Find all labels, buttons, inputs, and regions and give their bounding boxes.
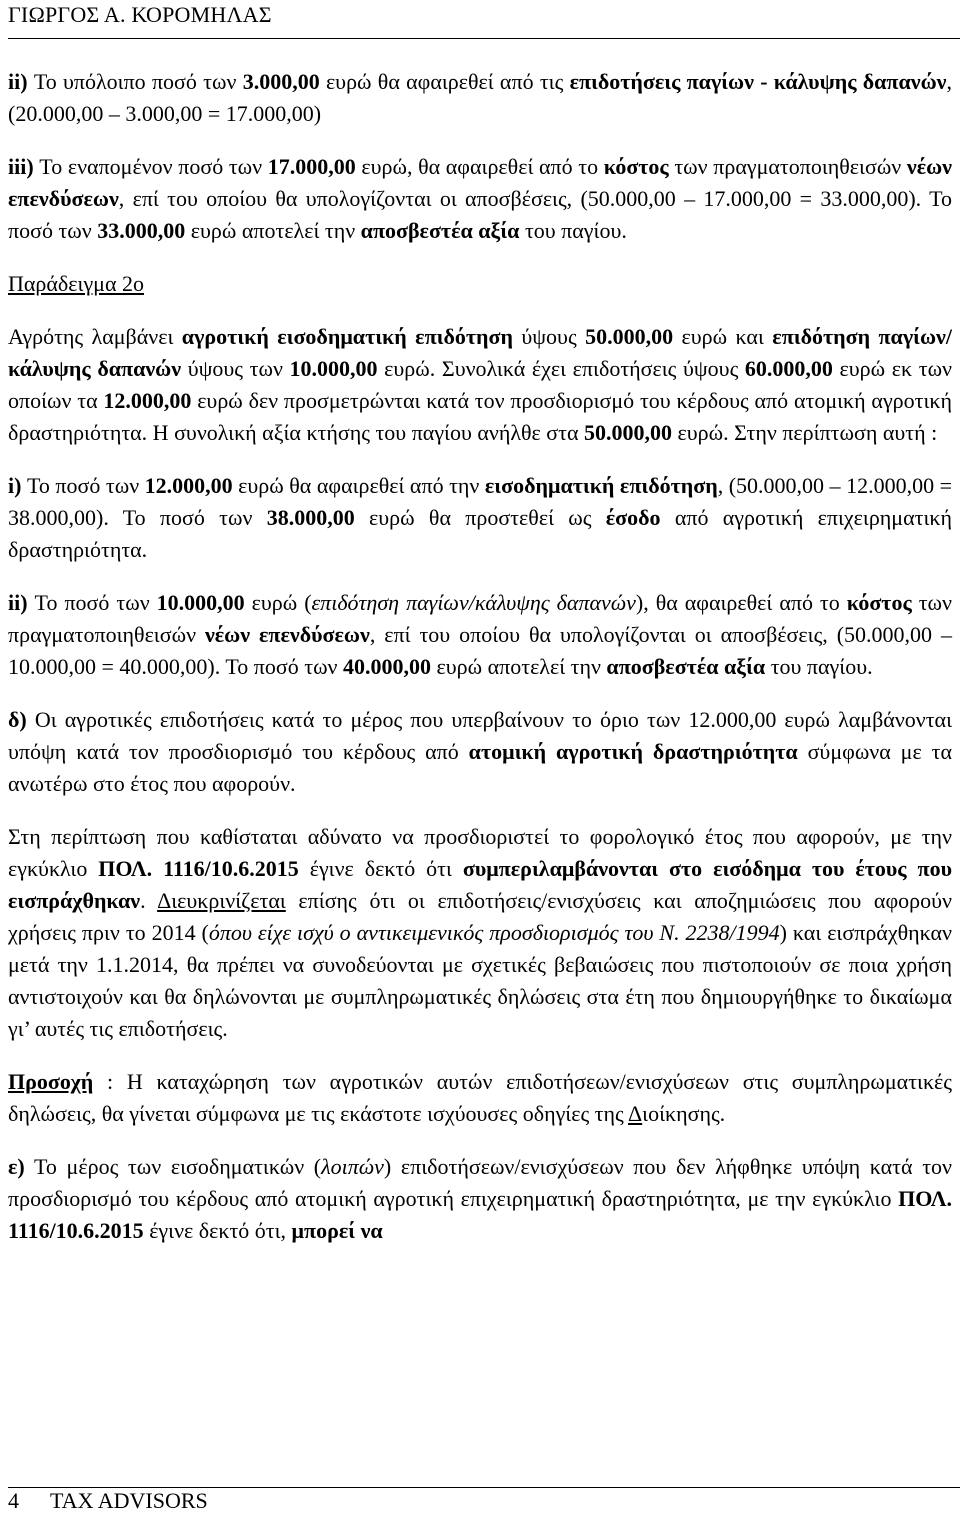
item-label: ε) (8, 1154, 25, 1179)
paragraph-ii-remaining-amount: ii) Το υπόλοιπο ποσό των 3.000,00 ευρώ θα αφαιρεθεί από τις επιδοτήσεις παγίων - κάλυψης δαπανών, (20.000,00 – 3.000,00 = 17.000,00) (8, 69, 952, 126)
paragraph-undeterminable-year: Στη περίπτωση που καθίσταται αδύνατο να προσδιοριστεί το φορολογικό έτος που αφορούν, με την εγκύκλιο ΠΟΛ. 1116/10.6.2015 έγινε δεκτό ότι συμπεριλαμβάνονται στο εισόδημα του έτους που εισπράχθηκαν. Διευκρινίζεται επίσης ότι οι επιδοτήσεις/ενισχύσεις και αποζημιώσεις που αφορούν χρήσεις πριν το 2014 (όπου είχε ισχύ ο αντικειμενικός προσδιορισμός του Ν. 2238/1994) και εισπράχθηκαν μετά την 1.1.2014, θα πρέπει να συνοδεύονται με σχετικές βεβαιώσεις που πιστοποιούν σε ποια χρήση αντιστοιχούν και θα δηλώνονται με συμπληρωματικές δηλώσεις στα έτη που δημιουργήθηκε το δικαίωμα γι’ αυτές τις επιδοτήσεις. (8, 824, 952, 1041)
paragraph-i-income-subsidy: i) Το ποσό των 12.000,00 ευρώ θα αφαιρεθεί από την εισοδηματική επιδότηση, (50.000,00 – 12.000,00 = 38.000,00). Το ποσό των 38.000,00 ευρώ θα προστεθεί ως έσοδο από αγροτική επιχειρηματική δραστηριότητα. (8, 473, 952, 562)
attention-label: Προσοχή (8, 1069, 94, 1094)
running-footer (8, 1489, 208, 1513)
paragraph-attention-note: Προσοχή : Η καταχώρηση των αγροτικών αυτών επιδοτήσεων/ενισχύσεων στις συμπληρωματικές δηλώσεις, θα γίνεται σύμφωνα με τις εκάστοτε ισχύουσες οδηγίες της Διοίκησης. (8, 1069, 952, 1126)
page-number: 4 (8, 1488, 19, 1513)
footer-title: TAX ADVISORS (50, 1488, 208, 1513)
header-rule (8, 38, 960, 39)
paragraph-d-excess-subsidies: δ) Οι αγροτικές επιδοτήσεις κατά το μέρος που υπερβαίνουν το όριο των 12.000,00 ευρώ λαμβάνονται υπόψη κατά τον προσδιορισμό του κέρδους από ατομική αγροτική δραστηριότητα σύμφωνα με τα ανωτέρω στο έτος που αφορούν. (8, 707, 952, 796)
example-heading: Παράδειγμα 2ο (8, 271, 144, 296)
paragraph-ii-asset-subsidy: ii) Το ποσό των 10.000,00 ευρώ (επιδότηση παγίων/κάλυψης δαπανών), θα αφαιρεθεί από το κόστος των πραγματοποιηθεισών νέων επενδύσεων, επί του οποίου θα υπολογίζονται οι αποσβέσεις, (50.000,00 – 10.000,00 = 40.000,00). Το ποσό των 40.000,00 ευρώ αποτελεί την αποσβεστέα αξία του παγίου. (8, 590, 952, 679)
paragraph-example-intro: Αγρότης λαμβάνει αγροτική εισοδηματική επιδότηση ύψους 50.000,00 ευρώ και επιδότηση παγίων/κάλυψης δαπανών ύψους των 10.000,00 ευρώ. Συνολικά έχει επιδοτήσεις ύψους 60.000,00 ευρώ εκ των οποίων τα 12.000,00 ευρώ δεν προσμετρώνται κατά τον προσδιορισμό του κέρδους από ατομική αγροτική δραστηριότητα. Η συνολική αξία κτήσης του παγίου ανήλθε στα 50.000,00 ευρώ. Στην περίπτωση αυτή : (8, 324, 952, 445)
item-label: ii) (8, 69, 28, 94)
item-label: ii) (8, 590, 28, 615)
running-header: ΓΙΩΡΓΟΣ Α. ΚΟΡΟΜΗΛΑΣ (8, 2, 272, 27)
item-label: δ) (8, 707, 27, 732)
item-label: iii) (8, 154, 34, 179)
document-body (8, 66, 952, 1268)
paragraph-iii-remaining-amount: iii) Το εναπομένον ποσό των 17.000,00 ευρώ, θα αφαιρεθεί από το κόστος των πραγματοποιηθεισών νέων επενδύσεων, επί του οποίου θα υπολογίζονται οι αποσβέσεις, (50.000,00 – 17.000,00 = 33.000,00). Το ποσό των 33.000,00 ευρώ αποτελεί την αποσβεστέα αξία του παγίου. (8, 154, 953, 243)
item-label: i) (8, 473, 22, 498)
paragraph-e-other-subsidies: ε) Το μέρος των εισοδηματικών (λοιπών) επιδοτήσεων/ενισχύσεων που δεν λήφθηκε υπόψη κατά τον προσδιορισμό του κέρδους από ατομική αγροτική επιχειρηματική δραστηριότητα, με την εγκύκλιο ΠΟΛ. 1116/10.6.2015 έγινε δεκτό ότι, μπορεί να (8, 1154, 952, 1243)
